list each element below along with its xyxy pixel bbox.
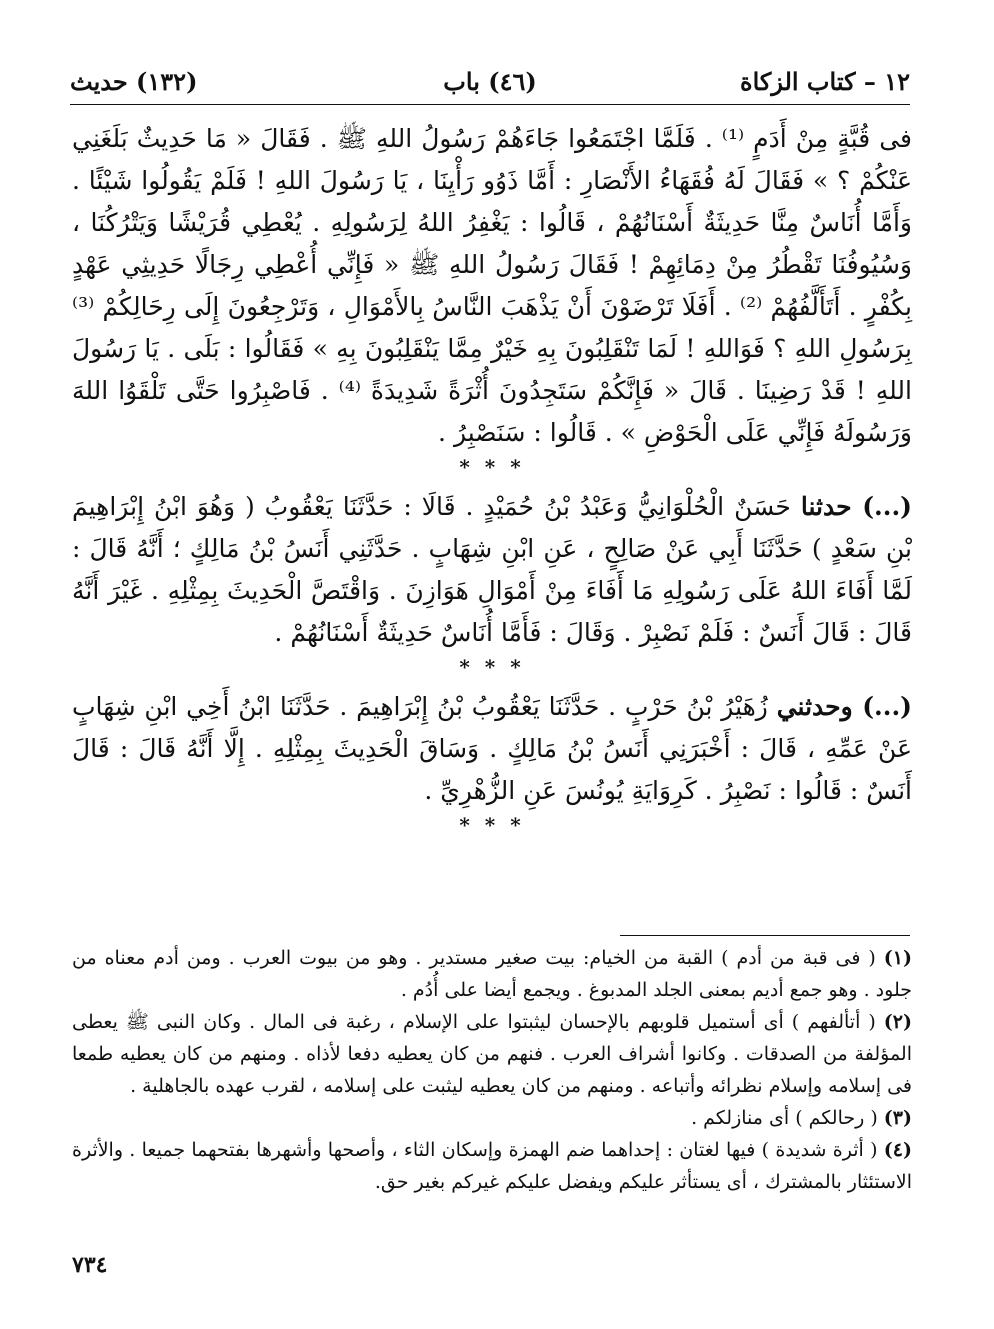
running-header [70,58,910,105]
section-separator: * * * [459,455,525,479]
footnote-number: (٢) [883,1011,912,1033]
footnote-text: ( رحالكم ) أى منازلكم . [691,1107,878,1129]
page-number: ٧٣٤ [72,1252,108,1278]
footnote-text: ( أثرة شديدة ) فيها لغتان : إحداهما ضم الهمزة وإسكان الثاء ، وأصحها وأشهرها بفتحهما جميعا . والأثرة الاستئثار بالمشترك ، أى يستأثر عليكم ويفضل عليكم غيركم بغير حق. [72,1139,912,1193]
footnote-number: (٤) [883,1139,912,1161]
footnote [72,1134,912,1198]
hadith-paragraph [72,686,912,812]
header-book-title: ١٢ – كتاب الزكاة [740,66,910,96]
narration-lead: (...) وحدثني [776,692,912,721]
section-separator: * * * [459,813,525,837]
footnote-text: ( فى قبة من أدم ) القبة من الخيام: بيت صغير مستدير . وهو من بيوت العرب . ومن أدم معناه من جلود . وهو جمع أديم بمعنى الجلد المدبوغ . ويجمع أيضا على أُدُم . [72,947,912,1001]
hadith-paragraph [72,486,912,654]
hadith-paragraph: فى قُبَّةٍ مِنْ أَدَمٍ ⁽¹⁾ . فَلَمَّا اجْتَمَعُوا جَاءَهُمْ رَسُولُ اللهِ ﷺ . فَقَالَ « مَا حَدِيثٌ بَلَغَنِي عَنْكُمْ ؟ » فَقَالَ لَهُ فُقَهَاءُ الأَنْصَارِ : أَمَّا ذَوُو رَأْيِنَا ، يَا رَسُولَ اللهِ ! فَلَمْ يَقُولُوا شَيْئًا . وَأَمَّا أُنَاسٌ مِنَّا حَدِيثَةٌ أَسْنَانُهُمْ ، قَالُوا : يَغْفِرُ اللهُ لِرَسُولِهِ . يُعْطِي قُرَيْشًا وَيَتْرُكُنَا ، وَسُيُوفُنَا تَقْطُرُ مِنْ دِمَائِهِمْ ! فَقَالَ رَسُولُ اللهِ ﷺ « فَإِنِّي أُعْطِي رِجَالًا حَدِيثِي عَهْدٍ بِكُفْرٍ . أَتَأَلَّفُهُمْ ⁽²⁾ . أَفَلَا تَرْضَوْنَ أَنْ يَذْهَبَ النَّاسُ بِالأَمْوَالِ ، وَتَرْجِعُونَ إِلَى رِحَالِكُمْ ⁽³⁾ بِرَسُولِ اللهِ ؟ فَوَاللهِ ! لَمَا تَنْقَلِبُونَ بِهِ خَيْرٌ مِمَّا يَنْقَلِبُونَ بِهِ » فَقَالُوا : بَلَى . يَا رَسُولَ اللهِ ! قَدْ رَضِينَا . قَالَ « فَإِنَّكُمْ سَتَجِدُونَ أُثْرَةً شَدِيدَةً ⁽⁴⁾ . فَاصْبِرُوا حَتَّى تَلْقَوُا اللهَ وَرَسُولَهُ فَإِنِّي عَلَى الْحَوْضِ » . قَالُوا : سَنَصْبِرُ . [72,124,913,447]
footnote-number: (٣) [883,1107,912,1129]
footnote [72,1006,912,1102]
header-chapter: (٤٦) باب [443,66,537,96]
section-separator: * * * [459,655,525,679]
narration-lead: (...) حدثنا [800,492,912,521]
footnotes [72,942,912,1198]
footnote-divider [620,935,910,936]
footnote-number: (١) [883,947,913,969]
header-hadith-number: (١٣٢) حديث [70,66,198,96]
narration-text: زُهَيْرُ بْنُ حَرْبٍ . حَدَّثَنَا يَعْقُوبُ بْنُ إِبْرَاهِيمَ . حَدَّثَنَا ابْنُ أَخِي ابْنِ شِهَابٍ عَنْ عَمِّهِ ، قَالَ : أَخْبَرَنِي أَنَسُ بْنُ مَالِكٍ . وَسَاقَ الْحَدِيثَ بِمِثْلِهِ . إِلَّا أَنَّهُ قَالَ : قَالَ أَنَسٌ : قَالُوا : نَصْبِرُ . كَرِوَايَةِ يُونُسَ عَنِ الزُّهْرِيِّ . [72,692,912,805]
main-text [72,118,912,838]
footnote [72,1102,912,1134]
footnote [72,942,912,1006]
narration-text: حَسَنٌ الْحُلْوَانِيُّ وَعَبْدُ بْنُ حُمَيْدٍ . قَالَا : حَدَّثَنَا يَعْقُوبُ ( وَهُوَ ابْنُ إِبْرَاهِيمَ بْنِ سَعْدٍ ) حَدَّثَنَا أَبِي عَنْ صَالِحٍ ، عَنِ ابْنِ شِهَابٍ . حَدَّثَنِي أَنَسُ بْنُ مَالِكٍ ؛ أَنَّهُ قَالَ : لَمَّا أَفَاءَ اللهُ عَلَى رَسُولِهِ مَا أَفَاءَ مِنْ أَمْوَالِ هَوَازِنَ . وَاقْتَصَّ الْحَدِيثَ بِمِثْلِهِ . غَيْرَ أَنَّهُ قَالَ : قَالَ أَنَسٌ : فَلَمْ نَصْبِرْ . وَقَالَ : فَأَمَّا أُنَاسٌ حَدِيثَةٌ أَسْنَانُهُمْ . [72,492,912,647]
footnote-text: ( أتألفهم ) أى أستميل قلوبهم بالإحسان ليثبتوا على الإسلام ، رغبة فى المال . وكان النبى ﷺ يعطى المؤلفة من الصدقات . وكانوا أشراف العرب . فنهم من كان يعطيه دفعا لأذاه . ومنهم من كان يعطيه طمعا فى إسلامه وإسلام نظرائه وأتباعه . ومنهم من كان يعطيه ليثبت على إسلامه ، لقرب عهده بالجاهلية . [72,1011,912,1097]
